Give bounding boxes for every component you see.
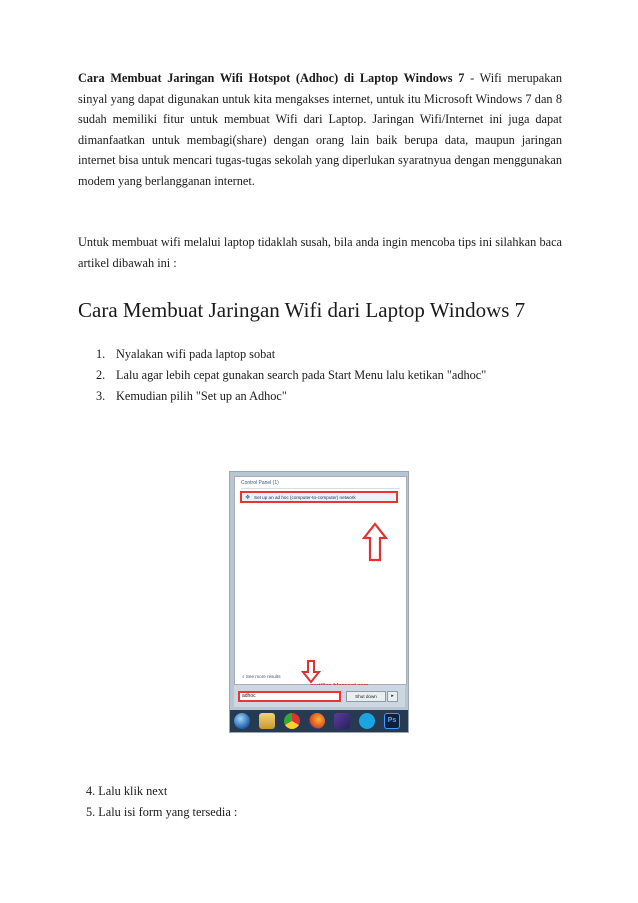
- network-icon: ❖: [245, 494, 251, 501]
- step-text: Kemudian pilih "Set up an Adhoc": [116, 389, 287, 403]
- explorer-icon[interactable]: [259, 713, 275, 729]
- intro-bold-title: Cara Membuat Jaringan Wifi Hotspot (Adhoc) di Laptop Windows 7: [78, 71, 465, 85]
- divider: [241, 488, 400, 489]
- step-item: 5. Lalu isi form yang tersedia :: [86, 805, 238, 819]
- second-paragraph: Untuk membuat wifi melalui laptop tidaklah susah, bila anda ingin mencoba tips ini silahkan baca artikel dibawah ini :: [78, 235, 562, 270]
- following-steps-list: [86, 781, 237, 823]
- step-item: 4. Lalu klik next: [86, 784, 168, 798]
- skype-icon[interactable]: [359, 713, 375, 729]
- adhoc-result-item[interactable]: [240, 491, 398, 503]
- firefox-icon[interactable]: [309, 713, 325, 729]
- intro-text: - Wifi merupakan sinyal yang dapat digunakan untuk kita mengakses internet, untuk itu Microsoft Windows 7 dan 8 sudah memiliki fitur untuk membuat Wifi dari Laptop. Jaringan Wifi/Internet ini juga dapat dimanfaatkan untuk membagi(share) dengan orang lain baik berupa data, maupun jaringan internet bisa untuk mencari tugas-tugas sekolah yang diperlukan syaratnyua dengan menggunakan modem yang berlangganan internet.: [78, 71, 562, 188]
- shut-down-button[interactable]: Shut down: [346, 691, 386, 702]
- intro-paragraph: [78, 68, 562, 192]
- step-item: [96, 386, 486, 407]
- step-number: 3.: [96, 389, 106, 403]
- step-number: 2.: [96, 368, 106, 382]
- up-arrow-icon: [362, 522, 388, 562]
- step-number: 1.: [96, 347, 106, 361]
- steps-list: [96, 344, 486, 407]
- control-panel-group-label: Control Panel (1): [241, 480, 279, 486]
- section-title: Cara Membuat Jaringan Wifi dari Laptop Windows 7: [78, 298, 526, 322]
- step-text: Nyalakan wifi pada laptop sobat: [116, 347, 276, 361]
- start-search-input[interactable]: adhoc: [238, 691, 341, 702]
- media-icon[interactable]: [334, 713, 350, 729]
- windows-orb-icon[interactable]: [234, 713, 250, 729]
- search-results-panel: [234, 476, 407, 685]
- down-arrow-icon: [301, 660, 321, 684]
- photoshop-icon[interactable]: Ps: [384, 713, 400, 729]
- see-more-results-link[interactable]: ⌕ See more results: [242, 674, 281, 679]
- chevron-right-icon[interactable]: ▸: [387, 691, 398, 702]
- search-icon: ⌕: [242, 674, 245, 679]
- chrome-icon[interactable]: [284, 713, 300, 729]
- step-item: [96, 344, 486, 365]
- start-menu-screenshot: [229, 471, 409, 733]
- step-item: [96, 365, 486, 386]
- start-menu-bottom-bar: [234, 685, 405, 707]
- taskbar: [230, 710, 408, 732]
- adhoc-result-label: Set up an ad hoc (computer-to-computer) network: [254, 495, 356, 500]
- step-text: Lalu agar lebih cepat gunakan search pada Start Menu lalu ketikan "adhoc": [116, 368, 487, 382]
